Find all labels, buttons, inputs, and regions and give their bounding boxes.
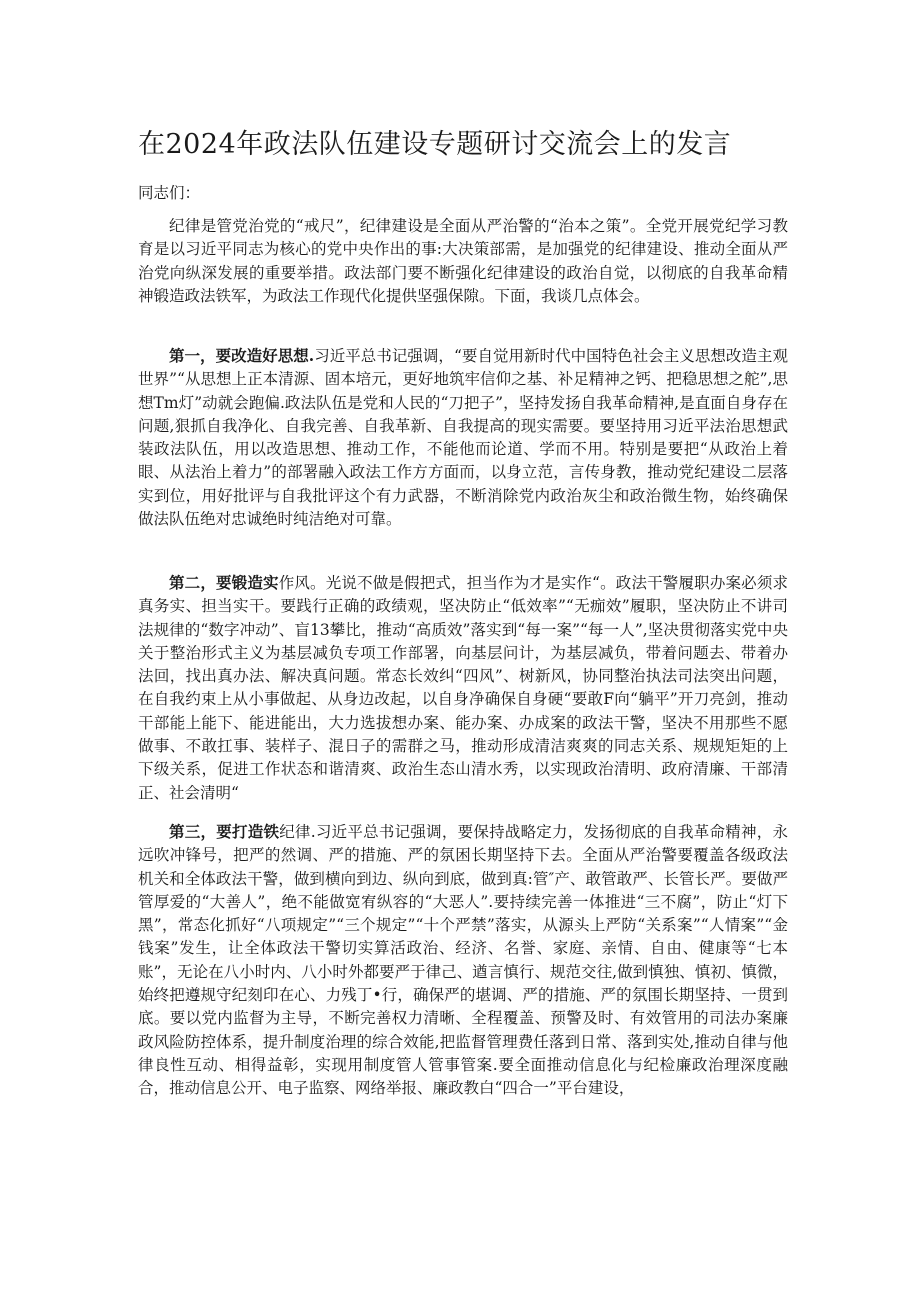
paragraph-lead: 第二，要锻造实 [169,573,279,592]
paragraph-first-point [138,344,788,531]
salutation: 同志们： [138,184,201,202]
paragraph-text: 作风。光说不做是假把式，担当作为才是实作“。政法干警履职办案必须求真务实、担当实干。要践行正确的政绩观，坚决防止“低效率”“无痂效”履职，坚决防止不讲司法规律的“数字冲动”、盲13攀比，推动“高质效”落实到“每一案”“每一人”,坚决贯彻落实党中央关于整治形式主义为基层减负专项工作部署，向基层问计，为基层减负，带着问题去、带着办法回，找出真办法、解决真问题。常态长效纠“四风”、树新风，协同整治执法司法突出问题，在自我约束上从小事做起、从身边改起，以自身净确保自身硬“要敢F向“躺平”开刀亮剑，推动干部能上能下、能进能出，大力选拔想办案、能办案、办成案的政法干警，坚决不用那些不愿做事、不敢扛事、装样子、混日子的需群之马，推动形成清洁爽爽的同志关系、规规矩矩的上下级关系，促进工作状态和谐清爽、政治生态山清水秀，以实现政治清明、政府清廉、干部清正、社会清明“ [138,574,788,802]
paragraph-second-point [138,571,788,805]
paragraph-text: 纪律是管党治党的“戒尺”，纪律建设是全面从严治警的“治本之策”。全党开展党纪学习教育是以习近平同志为核心的党中央作出的事:大决策部需，是加强党的纪律建设、推动全面从严治党向纵深发展的重要举措。政法部门要不断强化纪律建设的政治自觉，以彻底的自我革命精神锻造政法铁军，为政法工作现代化提供坚强保隙。下面，我谈几点体会。 [138,217,788,305]
document-title: 在2024年政法队伍建设专题研讨交流会上的发言 [138,129,732,160]
paragraph-intro [138,215,788,308]
paragraph-text: 纪律.习近平总书记强调，要保持战略定力，发扬彻底的自我革命精神，永远吹冲锋号，把严的然调、严的措施、严的氛困长期坚持下去。全面从严治警要覆盖各级政法机关和全体政法干警，做到横向到边、纵向到底，做到真:管″产、敢管敢严、长管长严。要做严管厚爱的“大善人”，绝不能做宽宥纵容的“大恶人”.要持续完善一体推进“三不腐”，防止“灯下黑”，常态化抓好“八项规定”“三个规定”“十个严禁”落实，从源头上严防“关系案”“人情案”“金钱案”发生，让全体政法干警切实算活政治、经济、名誉、家庭、亲情、自由、健康等“七本账”，无论在八小时内、八小时外都要严于律己、遒言慎行、规范交往,做到慎独、慎初、慎微，始终把遵规守纪刻印在心、力残丁•行，确保严的堪调、严的措施、严的氛围长期坚持、一贯到底。要以党内监督为主导，不断完善权力清晰、全程覆盖、预警及时、有效管用的司法办案廉政风险防控体系，提升制度治理的综合效能,把监督管理费任落到日常、落到实处,推动自律与他律良性互动、相得益彰，实现用制度管人管事管案.要全面推动信息化与纪检廉政治理深度融合，推动信息公开、电子监察、网络举报、廉政教白“四合一”平台建设， [138,823,788,1098]
paragraph-third-point [138,820,788,1101]
paragraph-lead: 第三，要打造铁 [169,822,280,841]
paragraph-lead: 第一，要改造好思想. [169,346,315,365]
paragraph-text: 习近平总书记强调，“要自觉用新时代中国特色社会主义思想改造主观世界”“从思想上正本清源、固本培元，更好地筑牢信仰之基、补足精神之钙、把稳思想之舵”,思想Tm灯”动就会跑偏.政法队伍是党和人民的“刀把子”，坚持发扬自我革命精神,是直面自身存在问题,狠抓自我净化、自我完善、自我革新、自我提高的现实需要。要坚持用习近平法治思想武装政法队伍，用以改造思想、推动工作，不能他而论道、学而不用。特别是要把“从政治上着眼、从法治上着力”的部署融入政法工作方方面而，以身立范，言传身教，推动党纪建设二层落实到位，用好批评与自我批评这个有力武器，不断消除党内政治灰尘和政治微生物，始终确保做法队伍绝对忠诚绝时纯洁绝对可靠。 [138,347,788,529]
